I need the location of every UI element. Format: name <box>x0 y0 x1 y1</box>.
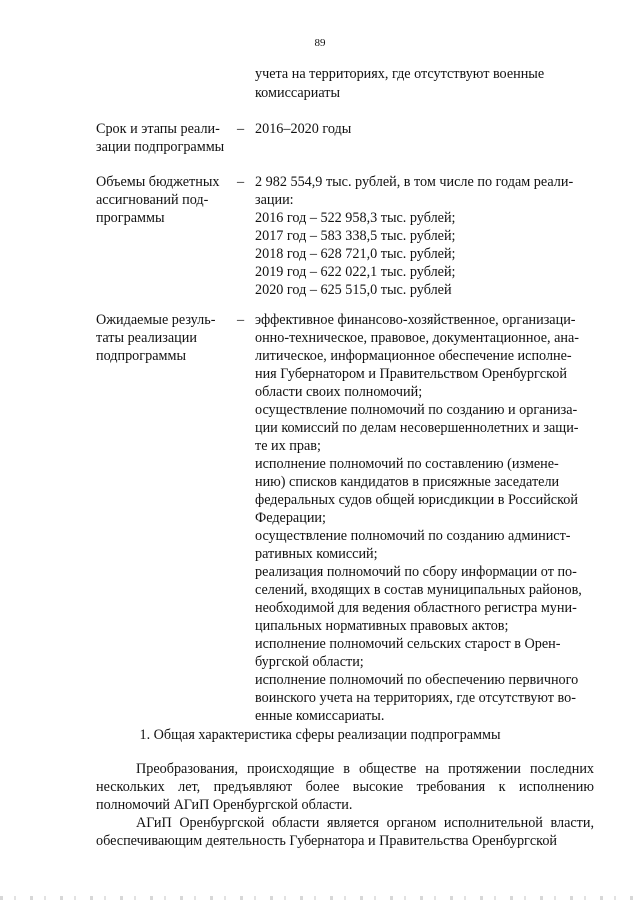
value-line: 2018 год – 628 721,0 тыс. рублей; <box>255 246 456 262</box>
value-line: ративных комиссий; <box>255 546 378 562</box>
row-label <box>96 173 234 227</box>
row-value <box>255 173 595 299</box>
value-line: исполнение полномочий по составлению (измене- <box>255 456 559 472</box>
value-line: 2016 год – 522 958,3 тыс. рублей; <box>255 210 456 226</box>
label-line: программы <box>96 210 165 226</box>
label-line: Объемы бюджетных <box>96 174 220 190</box>
value-line: нию) списков кандидатов в присяжные заседатели <box>255 474 560 490</box>
label-line: ассигнований под- <box>96 192 209 208</box>
label-line: подпрограммы <box>96 348 186 364</box>
row-value <box>255 120 595 138</box>
body-paragraph: АГиП Оренбургской области является органом исполнительной власти, обеспечивающим деятельность Губернатора и Правительства Оренбургской <box>96 815 594 849</box>
continuation-text <box>255 65 595 103</box>
value-line: федеральных судов общей юрисдикции в Российской <box>255 492 578 508</box>
label-line: Срок и этапы реали- <box>96 121 220 137</box>
value-line: эффективное финансово-хозяйственное, организаци- <box>255 312 576 328</box>
value-line: реализация полномочий по сбору информации от по- <box>255 564 577 580</box>
row-label <box>96 311 234 365</box>
continuation-line: учета на территориях, где отсутствуют военные <box>255 66 545 82</box>
row-label <box>96 120 234 156</box>
value-line: воинского учета на территориях, где отсутствуют во- <box>255 690 576 706</box>
row-dash: – <box>237 121 245 137</box>
value-line: ния Губернатором и Правительством Оренбургской <box>255 366 567 382</box>
value-line: исполнение полномочий по обеспечению первичного <box>255 672 579 688</box>
label-line: таты реализации <box>96 330 197 346</box>
row-dash: – <box>237 312 245 328</box>
value-line: 2 982 554,9 тыс. рублей, в том числе по годам реали- <box>255 174 574 190</box>
label-line: Ожидаемые резуль- <box>96 312 216 328</box>
value-line: осуществление полномочий по созданию админист- <box>255 528 571 544</box>
value-line: 2017 год – 583 338,5 тыс. рублей; <box>255 228 456 244</box>
value-line: исполнение полномочий сельских старост в Орен- <box>255 636 561 652</box>
value-line: 2020 год – 625 515,0 тыс. рублей <box>255 282 452 298</box>
continuation-line: комиссариаты <box>255 85 340 101</box>
value-line: ципальных нормативных правовых актов; <box>255 618 509 634</box>
value-line: Федерации; <box>255 510 326 526</box>
value-line: зации: <box>255 192 294 208</box>
value-line: области своих полномочий; <box>255 384 423 400</box>
value-line: селений, входящих в состав муниципальных районов, <box>255 582 582 598</box>
value-line: 2019 год – 622 022,1 тыс. рублей; <box>255 264 456 280</box>
label-line: зации подпрограммы <box>96 139 225 155</box>
value-line: те их прав; <box>255 438 321 454</box>
value-line: енные комиссариаты. <box>255 708 385 724</box>
body-paragraph: Преобразования, происходящие в обществе на протяжении последних нескольких лет, предъявляют более высокие требования к исполнению полномочий АГиП Оренбургской области. <box>96 761 594 813</box>
value-line: ции комиссий по делам несовершеннолетних и защи- <box>255 420 579 436</box>
scan-artifact <box>0 896 640 900</box>
value-line: онно-техническое, правовое, документационное, ана- <box>255 330 580 346</box>
value-line: бургской области; <box>255 654 364 670</box>
value-line: литическое, информационное обеспечение исполне- <box>255 348 572 364</box>
row-value <box>255 311 595 725</box>
section-heading: 1. Общая характеристика сферы реализации подпрограммы <box>139 727 501 743</box>
page-number: 89 <box>314 37 326 49</box>
value-line: необходимой для ведения областного регистра муни- <box>255 600 577 616</box>
row-dash: – <box>237 174 245 190</box>
value-line: осуществление полномочий по созданию и организа- <box>255 402 578 418</box>
value-line: 2016–2020 годы <box>255 121 352 137</box>
